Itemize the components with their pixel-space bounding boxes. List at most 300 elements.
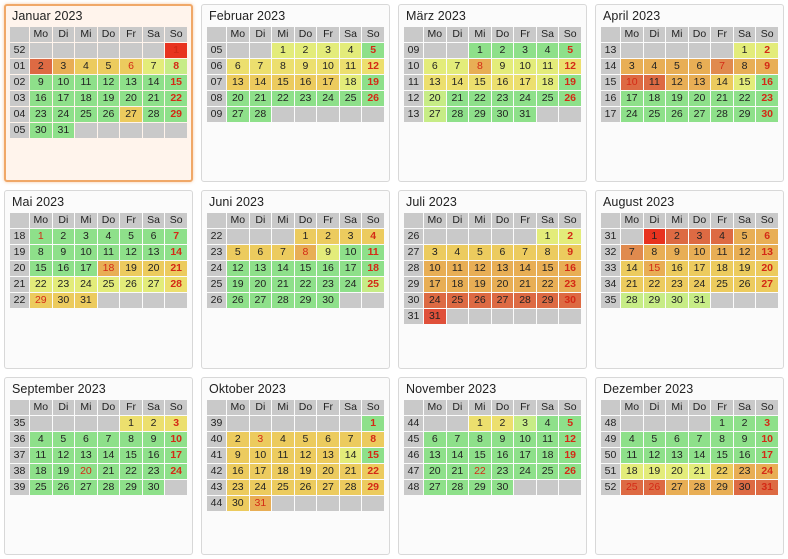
day-cell[interactable]: 28 — [340, 480, 362, 495]
day-cell[interactable]: 17 — [75, 261, 97, 276]
day-cell[interactable]: 16 — [492, 448, 514, 463]
day-cell[interactable]: 27 — [424, 107, 446, 122]
day-cell[interactable]: 17 — [53, 91, 75, 106]
day-cell[interactable]: 7 — [143, 59, 165, 74]
day-cell[interactable]: 22 — [165, 91, 187, 106]
day-cell[interactable]: 27 — [250, 293, 272, 308]
day-cell[interactable]: 20 — [143, 261, 165, 276]
day-cell[interactable]: 5 — [666, 59, 688, 74]
day-cell[interactable]: 30 — [317, 293, 339, 308]
day-cell[interactable]: 1 — [362, 416, 384, 431]
day-cell[interactable]: 9 — [30, 75, 52, 90]
day-cell[interactable]: 24 — [756, 464, 778, 479]
day-cell[interactable]: 27 — [492, 293, 514, 308]
day-cell[interactable]: 29 — [469, 107, 491, 122]
day-cell[interactable]: 25 — [711, 277, 733, 292]
day-cell[interactable]: 7 — [340, 432, 362, 447]
day-cell[interactable]: 22 — [734, 91, 756, 106]
day-cell[interactable]: 10 — [250, 448, 272, 463]
day-cell[interactable]: 25 — [644, 107, 666, 122]
day-cell[interactable]: 8 — [30, 245, 52, 260]
day-cell[interactable]: 8 — [469, 59, 491, 74]
day-cell[interactable]: 9 — [666, 245, 688, 260]
day-cell[interactable]: 6 — [424, 59, 446, 74]
month-card[interactable] — [201, 4, 390, 182]
day-cell[interactable]: 15 — [469, 448, 491, 463]
day-cell[interactable]: 24 — [53, 107, 75, 122]
day-cell[interactable]: 9 — [559, 245, 581, 260]
day-cell[interactable]: 6 — [120, 59, 142, 74]
day-cell[interactable]: 29 — [165, 107, 187, 122]
day-cell[interactable]: 8 — [644, 245, 666, 260]
month-card[interactable] — [595, 377, 784, 555]
day-cell[interactable]: 7 — [98, 432, 120, 447]
month-card[interactable] — [398, 4, 587, 182]
day-cell[interactable]: 14 — [711, 75, 733, 90]
day-cell[interactable]: 22 — [120, 464, 142, 479]
day-cell[interactable]: 1 — [469, 416, 491, 431]
day-cell[interactable]: 15 — [120, 448, 142, 463]
day-cell[interactable]: 18 — [362, 261, 384, 276]
day-cell[interactable]: 7 — [272, 245, 294, 260]
day-cell[interactable]: 15 — [362, 448, 384, 463]
day-cell[interactable]: 22 — [362, 464, 384, 479]
day-cell[interactable]: 31 — [53, 123, 75, 138]
day-cell[interactable]: 9 — [492, 59, 514, 74]
day-cell[interactable]: 21 — [98, 464, 120, 479]
day-cell[interactable]: 2 — [30, 59, 52, 74]
day-cell[interactable]: 24 — [424, 293, 446, 308]
day-cell[interactable]: 23 — [492, 91, 514, 106]
day-cell[interactable]: 15 — [644, 261, 666, 276]
day-cell[interactable]: 25 — [621, 480, 643, 495]
day-cell[interactable]: 13 — [75, 448, 97, 463]
day-cell[interactable]: 1 — [295, 229, 317, 244]
month-card[interactable] — [201, 190, 390, 368]
day-cell[interactable]: 6 — [689, 59, 711, 74]
day-cell[interactable]: 22 — [30, 277, 52, 292]
day-cell[interactable]: 15 — [469, 75, 491, 90]
day-cell[interactable]: 24 — [340, 277, 362, 292]
day-cell[interactable]: 5 — [295, 432, 317, 447]
day-cell[interactable]: 25 — [537, 91, 559, 106]
day-cell[interactable]: 21 — [250, 91, 272, 106]
day-cell[interactable]: 4 — [447, 245, 469, 260]
day-cell[interactable]: 20 — [227, 91, 249, 106]
day-cell[interactable]: 25 — [30, 480, 52, 495]
day-cell[interactable]: 20 — [424, 464, 446, 479]
day-cell[interactable]: 9 — [317, 245, 339, 260]
day-cell[interactable]: 28 — [447, 480, 469, 495]
day-cell[interactable]: 17 — [689, 261, 711, 276]
day-cell[interactable]: 2 — [317, 229, 339, 244]
day-cell[interactable]: 20 — [756, 261, 778, 276]
day-cell[interactable]: 2 — [666, 229, 688, 244]
day-cell[interactable]: 26 — [120, 277, 142, 292]
day-cell[interactable]: 27 — [143, 277, 165, 292]
day-cell[interactable]: 18 — [537, 75, 559, 90]
day-cell[interactable]: 20 — [120, 91, 142, 106]
day-cell[interactable]: 23 — [30, 107, 52, 122]
day-cell[interactable]: 23 — [666, 277, 688, 292]
day-cell[interactable]: 14 — [447, 75, 469, 90]
day-cell[interactable]: 12 — [98, 75, 120, 90]
day-cell[interactable]: 9 — [492, 432, 514, 447]
day-cell[interactable]: 2 — [734, 416, 756, 431]
day-cell[interactable]: 8 — [362, 432, 384, 447]
day-cell[interactable]: 3 — [514, 416, 536, 431]
day-cell[interactable]: 25 — [272, 480, 294, 495]
day-cell[interactable]: 9 — [53, 245, 75, 260]
day-cell[interactable]: 11 — [537, 432, 559, 447]
day-cell[interactable]: 27 — [120, 107, 142, 122]
day-cell[interactable]: 12 — [120, 245, 142, 260]
day-cell[interactable]: 10 — [165, 432, 187, 447]
day-cell[interactable]: 24 — [621, 107, 643, 122]
day-cell[interactable]: 5 — [362, 43, 384, 58]
day-cell[interactable]: 10 — [514, 59, 536, 74]
day-cell[interactable]: 27 — [689, 107, 711, 122]
day-cell[interactable]: 13 — [120, 75, 142, 90]
day-cell[interactable]: 13 — [227, 75, 249, 90]
month-card[interactable] — [4, 377, 193, 555]
day-cell[interactable]: 21 — [143, 91, 165, 106]
day-cell[interactable]: 18 — [30, 464, 52, 479]
day-cell[interactable]: 3 — [340, 229, 362, 244]
day-cell[interactable]: 19 — [362, 75, 384, 90]
day-cell[interactable]: 23 — [756, 91, 778, 106]
day-cell[interactable]: 2 — [227, 432, 249, 447]
day-cell[interactable]: 24 — [250, 480, 272, 495]
day-cell[interactable]: 20 — [250, 277, 272, 292]
day-cell[interactable]: 14 — [98, 448, 120, 463]
day-cell[interactable]: 24 — [75, 277, 97, 292]
day-cell[interactable]: 16 — [30, 91, 52, 106]
day-cell[interactable]: 14 — [689, 448, 711, 463]
day-cell[interactable]: 3 — [250, 432, 272, 447]
day-cell[interactable]: 1 — [537, 229, 559, 244]
day-cell[interactable]: 15 — [711, 448, 733, 463]
day-cell[interactable]: 6 — [227, 59, 249, 74]
day-cell[interactable]: 2 — [295, 43, 317, 58]
day-cell[interactable]: 23 — [317, 277, 339, 292]
day-cell[interactable]: 3 — [53, 59, 75, 74]
day-cell[interactable]: 29 — [295, 293, 317, 308]
day-cell[interactable]: 29 — [537, 293, 559, 308]
day-cell[interactable]: 18 — [340, 75, 362, 90]
day-cell[interactable]: 17 — [756, 448, 778, 463]
day-cell[interactable]: 1 — [165, 43, 187, 58]
day-cell[interactable]: 30 — [143, 480, 165, 495]
day-cell[interactable]: 28 — [689, 480, 711, 495]
day-cell[interactable]: 4 — [537, 43, 559, 58]
day-cell[interactable]: 27 — [317, 480, 339, 495]
day-cell[interactable]: 14 — [340, 448, 362, 463]
day-cell[interactable]: 30 — [492, 480, 514, 495]
day-cell[interactable]: 19 — [53, 464, 75, 479]
day-cell[interactable]: 1 — [120, 416, 142, 431]
day-cell[interactable]: 26 — [53, 480, 75, 495]
day-cell[interactable]: 29 — [120, 480, 142, 495]
day-cell[interactable]: 20 — [666, 464, 688, 479]
day-cell[interactable]: 14 — [621, 261, 643, 276]
day-cell[interactable]: 21 — [165, 261, 187, 276]
day-cell[interactable]: 22 — [469, 464, 491, 479]
day-cell[interactable]: 20 — [424, 91, 446, 106]
day-cell[interactable]: 11 — [537, 59, 559, 74]
day-cell[interactable]: 23 — [227, 480, 249, 495]
day-cell[interactable]: 23 — [492, 464, 514, 479]
day-cell[interactable]: 7 — [447, 432, 469, 447]
day-cell[interactable]: 28 — [98, 480, 120, 495]
day-cell[interactable]: 27 — [424, 480, 446, 495]
day-cell[interactable]: 29 — [711, 480, 733, 495]
month-card[interactable] — [4, 4, 193, 182]
day-cell[interactable]: 30 — [756, 107, 778, 122]
day-cell[interactable]: 31 — [514, 107, 536, 122]
day-cell[interactable]: 4 — [30, 432, 52, 447]
day-cell[interactable]: 6 — [492, 245, 514, 260]
day-cell[interactable]: 6 — [75, 432, 97, 447]
day-cell[interactable]: 19 — [559, 75, 581, 90]
day-cell[interactable]: 11 — [272, 448, 294, 463]
day-cell[interactable]: 3 — [75, 229, 97, 244]
day-cell[interactable]: 16 — [666, 261, 688, 276]
day-cell[interactable]: 15 — [272, 75, 294, 90]
day-cell[interactable]: 29 — [469, 480, 491, 495]
day-cell[interactable]: 26 — [559, 464, 581, 479]
day-cell[interactable]: 12 — [362, 59, 384, 74]
day-cell[interactable]: 31 — [75, 293, 97, 308]
day-cell[interactable]: 5 — [53, 432, 75, 447]
day-cell[interactable]: 8 — [734, 59, 756, 74]
day-cell[interactable]: 30 — [734, 480, 756, 495]
day-cell[interactable]: 6 — [250, 245, 272, 260]
day-cell[interactable]: 2 — [53, 229, 75, 244]
day-cell[interactable]: 28 — [514, 293, 536, 308]
day-cell[interactable]: 1 — [711, 416, 733, 431]
day-cell[interactable]: 18 — [447, 277, 469, 292]
day-cell[interactable]: 7 — [689, 432, 711, 447]
day-cell[interactable]: 5 — [469, 245, 491, 260]
day-cell[interactable]: 21 — [447, 91, 469, 106]
day-cell[interactable]: 2 — [559, 229, 581, 244]
day-cell[interactable]: 14 — [272, 261, 294, 276]
day-cell[interactable]: 22 — [644, 277, 666, 292]
day-cell[interactable]: 23 — [143, 464, 165, 479]
day-cell[interactable]: 25 — [362, 277, 384, 292]
day-cell[interactable]: 2 — [143, 416, 165, 431]
day-cell[interactable]: 5 — [559, 43, 581, 58]
day-cell[interactable]: 4 — [621, 432, 643, 447]
day-cell[interactable]: 21 — [689, 464, 711, 479]
day-cell[interactable]: 23 — [559, 277, 581, 292]
day-cell[interactable]: 23 — [734, 464, 756, 479]
day-cell[interactable]: 8 — [272, 59, 294, 74]
day-cell[interactable]: 16 — [143, 448, 165, 463]
day-cell[interactable]: 16 — [317, 261, 339, 276]
day-cell[interactable]: 29 — [644, 293, 666, 308]
day-cell[interactable]: 13 — [424, 448, 446, 463]
day-cell[interactable]: 22 — [469, 91, 491, 106]
day-cell[interactable]: 22 — [537, 277, 559, 292]
day-cell[interactable]: 1 — [30, 229, 52, 244]
day-cell[interactable]: 18 — [711, 261, 733, 276]
day-cell[interactable]: 26 — [98, 107, 120, 122]
day-cell[interactable]: 28 — [272, 293, 294, 308]
day-cell[interactable]: 4 — [362, 229, 384, 244]
day-cell[interactable]: 5 — [734, 229, 756, 244]
day-cell[interactable]: 10 — [75, 245, 97, 260]
day-cell[interactable]: 27 — [756, 277, 778, 292]
day-cell[interactable]: 28 — [250, 107, 272, 122]
day-cell[interactable]: 5 — [120, 229, 142, 244]
day-cell[interactable]: 18 — [98, 261, 120, 276]
day-cell[interactable]: 6 — [317, 432, 339, 447]
month-card[interactable] — [398, 377, 587, 555]
day-cell[interactable]: 19 — [469, 277, 491, 292]
day-cell[interactable]: 11 — [711, 245, 733, 260]
day-cell[interactable]: 18 — [537, 448, 559, 463]
day-cell[interactable]: 3 — [514, 43, 536, 58]
day-cell[interactable]: 1 — [644, 229, 666, 244]
month-card[interactable] — [595, 190, 784, 368]
day-cell[interactable]: 20 — [689, 91, 711, 106]
day-cell[interactable]: 13 — [492, 261, 514, 276]
day-cell[interactable]: 28 — [447, 107, 469, 122]
day-cell[interactable]: 29 — [362, 480, 384, 495]
day-cell[interactable]: 30 — [53, 293, 75, 308]
day-cell[interactable]: 13 — [250, 261, 272, 276]
day-cell[interactable]: 11 — [621, 448, 643, 463]
day-cell[interactable]: 21 — [621, 277, 643, 292]
day-cell[interactable]: 3 — [621, 59, 643, 74]
day-cell[interactable]: 3 — [165, 416, 187, 431]
day-cell[interactable]: 12 — [469, 261, 491, 276]
day-cell[interactable]: 8 — [165, 59, 187, 74]
day-cell[interactable]: 26 — [295, 480, 317, 495]
day-cell[interactable]: 9 — [143, 432, 165, 447]
day-cell[interactable]: 21 — [711, 91, 733, 106]
day-cell[interactable]: 3 — [424, 245, 446, 260]
day-cell[interactable]: 14 — [514, 261, 536, 276]
day-cell[interactable]: 25 — [447, 293, 469, 308]
day-cell[interactable]: 12 — [666, 75, 688, 90]
day-cell[interactable]: 6 — [424, 432, 446, 447]
day-cell[interactable]: 4 — [644, 59, 666, 74]
day-cell[interactable]: 19 — [295, 464, 317, 479]
day-cell[interactable]: 12 — [295, 448, 317, 463]
day-cell[interactable]: 17 — [621, 91, 643, 106]
day-cell[interactable]: 16 — [53, 261, 75, 276]
day-cell[interactable]: 11 — [75, 75, 97, 90]
day-cell[interactable]: 14 — [165, 245, 187, 260]
day-cell[interactable]: 16 — [756, 75, 778, 90]
day-cell[interactable]: 4 — [272, 432, 294, 447]
day-cell[interactable]: 11 — [98, 245, 120, 260]
day-cell[interactable]: 10 — [340, 245, 362, 260]
day-cell[interactable]: 16 — [734, 448, 756, 463]
day-cell[interactable]: 13 — [317, 448, 339, 463]
day-cell[interactable]: 10 — [621, 75, 643, 90]
day-cell[interactable]: 17 — [340, 261, 362, 276]
day-cell[interactable]: 19 — [734, 261, 756, 276]
day-cell[interactable]: 17 — [514, 75, 536, 90]
day-cell[interactable]: 8 — [469, 432, 491, 447]
day-cell[interactable]: 12 — [644, 448, 666, 463]
day-cell[interactable]: 3 — [317, 43, 339, 58]
day-cell[interactable]: 24 — [317, 91, 339, 106]
day-cell[interactable]: 26 — [559, 91, 581, 106]
day-cell[interactable]: 19 — [666, 91, 688, 106]
day-cell[interactable]: 4 — [75, 59, 97, 74]
day-cell[interactable]: 31 — [424, 309, 446, 324]
day-cell[interactable]: 21 — [340, 464, 362, 479]
day-cell[interactable]: 10 — [317, 59, 339, 74]
day-cell[interactable]: 30 — [666, 293, 688, 308]
day-cell[interactable]: 9 — [295, 59, 317, 74]
day-cell[interactable]: 12 — [559, 432, 581, 447]
day-cell[interactable]: 10 — [756, 432, 778, 447]
day-cell[interactable]: 18 — [621, 464, 643, 479]
day-cell[interactable]: 11 — [30, 448, 52, 463]
day-cell[interactable]: 26 — [469, 293, 491, 308]
day-cell[interactable]: 17 — [514, 448, 536, 463]
day-cell[interactable]: 7 — [165, 229, 187, 244]
day-cell[interactable]: 24 — [165, 464, 187, 479]
day-cell[interactable]: 12 — [53, 448, 75, 463]
day-cell[interactable]: 19 — [559, 448, 581, 463]
day-cell[interactable]: 5 — [227, 245, 249, 260]
day-cell[interactable]: 9 — [756, 59, 778, 74]
day-cell[interactable]: 29 — [30, 293, 52, 308]
day-cell[interactable]: 19 — [120, 261, 142, 276]
day-cell[interactable]: 17 — [424, 277, 446, 292]
day-cell[interactable]: 20 — [75, 464, 97, 479]
day-cell[interactable]: 5 — [98, 59, 120, 74]
day-cell[interactable]: 17 — [317, 75, 339, 90]
day-cell[interactable]: 13 — [756, 245, 778, 260]
day-cell[interactable]: 6 — [666, 432, 688, 447]
day-cell[interactable]: 28 — [165, 277, 187, 292]
day-cell[interactable]: 30 — [227, 496, 249, 511]
day-cell[interactable]: 12 — [734, 245, 756, 260]
day-cell[interactable]: 25 — [340, 91, 362, 106]
day-cell[interactable]: 3 — [689, 229, 711, 244]
day-cell[interactable]: 13 — [666, 448, 688, 463]
day-cell[interactable]: 27 — [227, 107, 249, 122]
day-cell[interactable]: 4 — [98, 229, 120, 244]
day-cell[interactable]: 11 — [362, 245, 384, 260]
day-cell[interactable]: 20 — [492, 277, 514, 292]
day-cell[interactable]: 19 — [98, 91, 120, 106]
day-cell[interactable]: 15 — [734, 75, 756, 90]
day-cell[interactable]: 3 — [756, 416, 778, 431]
day-cell[interactable]: 10 — [424, 261, 446, 276]
day-cell[interactable]: 21 — [447, 464, 469, 479]
month-card[interactable] — [595, 4, 784, 182]
day-cell[interactable]: 14 — [143, 75, 165, 90]
day-cell[interactable]: 6 — [756, 229, 778, 244]
day-cell[interactable]: 29 — [734, 107, 756, 122]
day-cell[interactable]: 22 — [272, 91, 294, 106]
day-cell[interactable]: 11 — [340, 59, 362, 74]
day-cell[interactable]: 28 — [143, 107, 165, 122]
day-cell[interactable]: 10 — [514, 432, 536, 447]
day-cell[interactable]: 16 — [559, 261, 581, 276]
day-cell[interactable]: 7 — [447, 59, 469, 74]
day-cell[interactable]: 28 — [711, 107, 733, 122]
